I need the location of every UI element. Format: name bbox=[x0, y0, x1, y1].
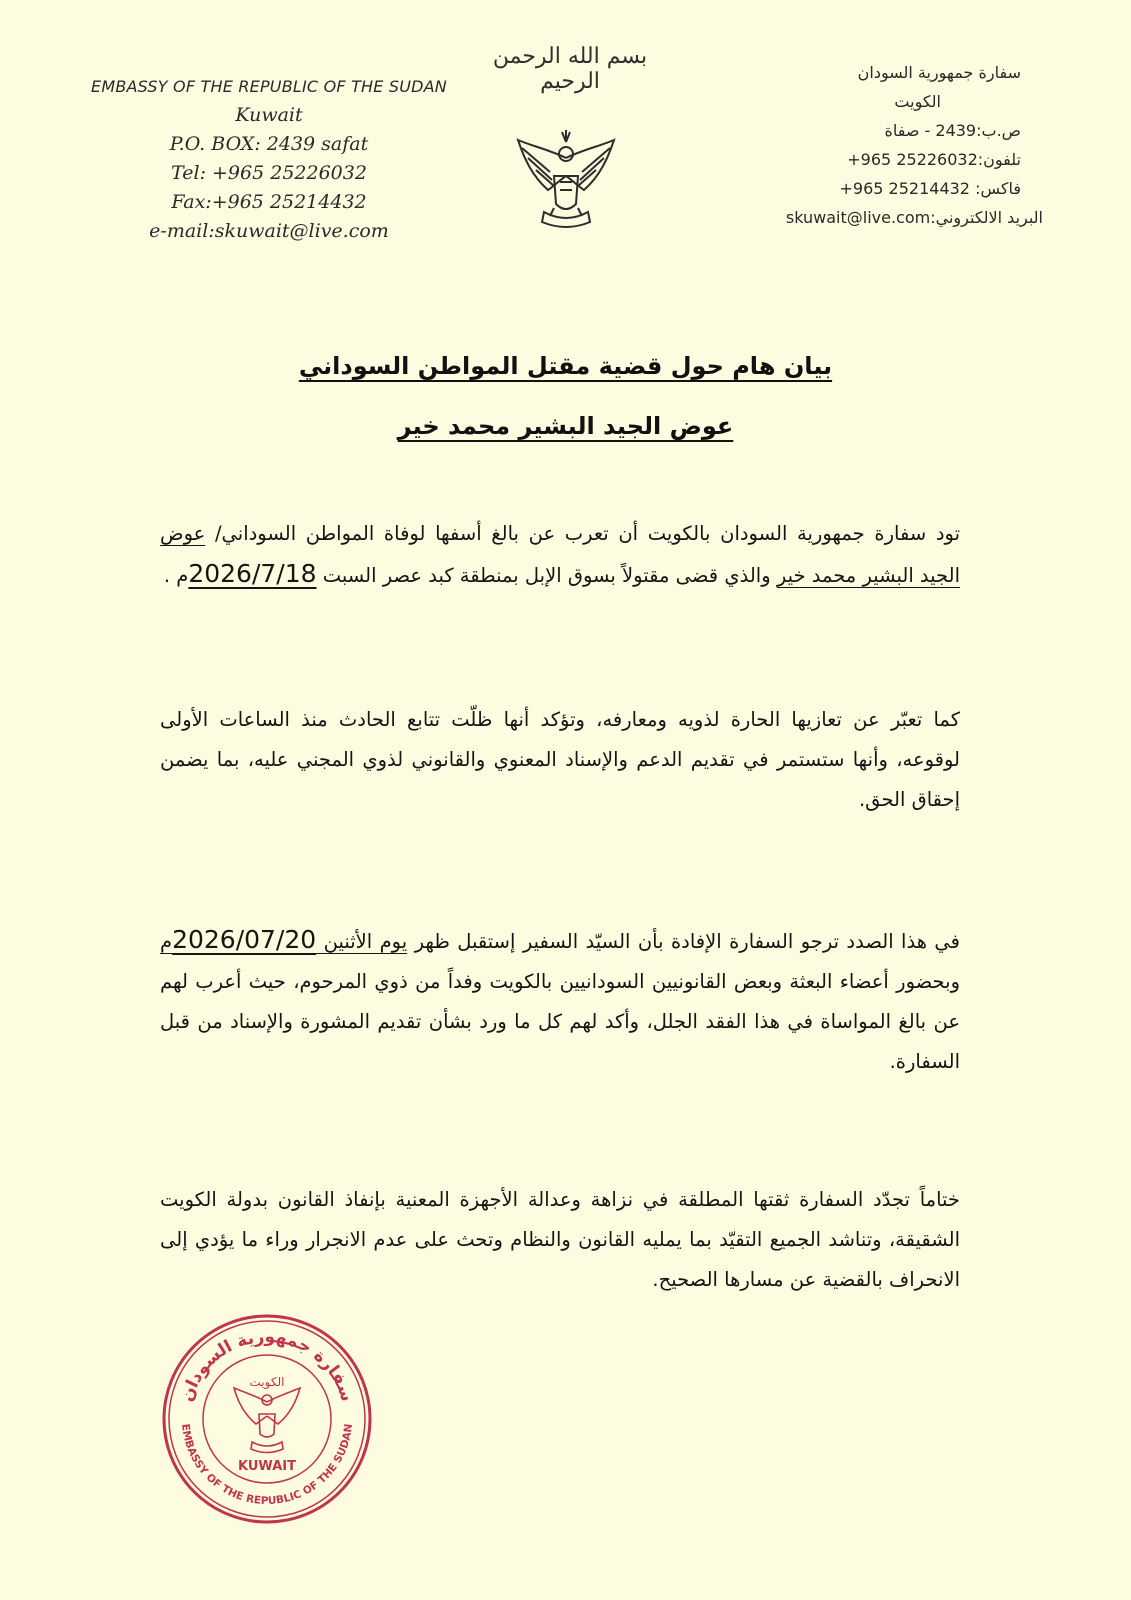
paragraph-4: ختاماً تجدّد السفارة ثقتها المطلقة في نزاهة وعدالة الأجهزة المعنية بإنفاذ القانون بدولة الكويت الشقيقة، وتناشد الجميع التقيّد بما يمليه القانون والنظام وتحث على عدم الانجرار وراء ما يؤدي إلى الانحراف بالقضية عن مسارها الصحيح. bbox=[160, 1188, 960, 1291]
embassy-city-arabic: الكويت bbox=[894, 92, 941, 111]
email-label-arabic: البريد الالكتروني: bbox=[930, 208, 1043, 227]
embassy-seal bbox=[160, 1312, 374, 1526]
seal-arabic-city: الكويت bbox=[249, 1375, 285, 1389]
seal-emblem-icon bbox=[234, 1388, 300, 1453]
p3-intro: في هذا الصدد ترجو السفارة الإفادة بأن السيّد السفير إستقبل ظهر bbox=[407, 930, 960, 953]
paragraph-3 bbox=[160, 920, 960, 1082]
seal-english-ring: EMBASSY OF THE REPUBLIC OF THE SUDAN bbox=[179, 1423, 355, 1508]
seal-english-city: KUWAIT bbox=[238, 1459, 296, 1474]
heading-line-1: بيان هام حول قضية مقتل المواطن السوداني bbox=[298, 352, 833, 380]
fax-value-arabic: 25214432 965+ bbox=[839, 179, 970, 198]
letterhead-english bbox=[84, 72, 454, 246]
paragraph-1 bbox=[160, 514, 960, 596]
email-arabic bbox=[701, 203, 1043, 232]
embassy-title-arabic: سفارة جمهورية السودان bbox=[857, 63, 1021, 82]
embassy-title-english: EMBASSY OF THE REPUBLIC OF THE SUDAN bbox=[91, 77, 447, 96]
seal-arabic-ring: سفارة جمهورية السودان bbox=[177, 1326, 357, 1405]
basmala-calligraphy: بسم الله الرحمن الرحيم bbox=[492, 44, 648, 94]
statement-subheading bbox=[0, 412, 1131, 440]
po-box-english: P.O. BOX: 2439 safat bbox=[169, 133, 369, 155]
paragraph-2: كما تعبّر عن تعازيها الحارة لذويه ومعارفه، وتؤكد أنها ظلّت تتابع الحادث منذ الساعات الأولى لوقوعه، وأنها ستستمر في تقديم الدعم والإسناد المعنوي والقانوني لذوي المجني عليه، بما يضمن إحقاق الحق. bbox=[160, 708, 960, 811]
incident-date: 2026/7/18 bbox=[188, 559, 317, 588]
p1-mid: والذي قضى مقتولاً بسوق الإبل بمنطقة كبد عصر السبت bbox=[316, 564, 777, 587]
letterhead-arabic bbox=[701, 58, 1043, 232]
embassy-city-english: Kuwait bbox=[235, 104, 303, 126]
email-english: e-mail:skuwait@live.com bbox=[149, 220, 389, 242]
fax-label-arabic: فاكس: bbox=[969, 179, 1021, 198]
statement-heading bbox=[0, 352, 1131, 380]
tel-value-arabic: 25226032 965+ bbox=[847, 150, 978, 169]
fax-english: Fax:+965 25214432 bbox=[171, 191, 367, 213]
heading-line-2: عوض الجيد البشير محمد خير bbox=[397, 412, 734, 440]
tel-label-arabic: تلفون: bbox=[977, 150, 1021, 169]
p3-date-suffix: م bbox=[160, 930, 173, 953]
email-value-arabic: skuwait@live.com bbox=[785, 208, 931, 227]
fax-arabic bbox=[701, 174, 1021, 203]
tel-arabic bbox=[701, 145, 1021, 174]
sudan-emblem-icon bbox=[510, 128, 622, 233]
p3-rest: وبحضور أعضاء البعثة وبعض القانونيين السودانيين بالكويت وفداً من ذوي المرحوم، حيث أعرب لهم عن بالغ المواساة في هذا الفقد الجلل، وأكد لهم كل ما ورد بشأن تقديم المشورة والإسناد من قبل السفارة. bbox=[160, 970, 960, 1073]
p1-end: م . bbox=[163, 564, 189, 587]
p3-day: يوم الأثنين bbox=[316, 930, 408, 953]
tel-english: Tel: +965 25226032 bbox=[171, 162, 367, 184]
deceased-name: عوض الجيد البشير محمد خير bbox=[160, 522, 960, 587]
po-box-arabic: ص.ب:2439 - صفاة bbox=[884, 121, 1021, 140]
meeting-date: 2026/07/20 bbox=[172, 925, 317, 954]
p1-intro: تود سفارة جمهورية السودان بالكويت أن تعرب عن بالغ أسفها لوفاة المواطن السوداني/ bbox=[205, 522, 960, 545]
